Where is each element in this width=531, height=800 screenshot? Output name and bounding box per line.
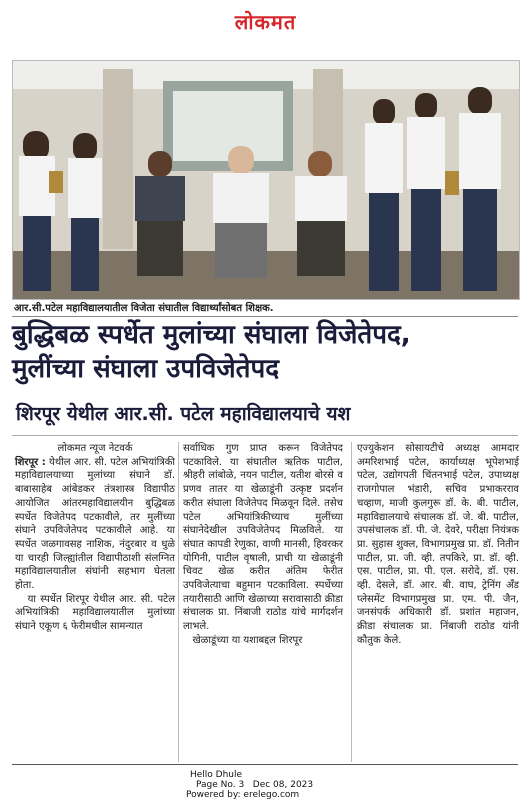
footer-powered-by: Powered by: erelego.com (186, 790, 300, 800)
footer (150, 770, 350, 800)
footer-divider (12, 764, 518, 765)
article-column-1 (15, 442, 175, 634)
footer-publication: Hello Dhule (190, 770, 243, 780)
footer-date: Dec 08, 2023 (252, 780, 314, 790)
article-paragraph: सर्वाधिक गुण प्राप्त करून विजेतेपद पटकाविले. या संघातील ऋतिक पाटील, श्रीहरी लांबोळे, नयन पाटील, यतीश बोरसे व प्रणव तातर या खेळाडूंनी उत्कृष्ट प्रदर्शन करीत संघाला विजेतेपद मिळवून दिले. तसेच पटेल अभियांत्रिकीच्याच मुलींच्या संघानेदेखील उपविजेतेपद मिळविले. या संघात कापडी रेणुका, वाणी मानसी, हिवरकर योगिनी, पाटील वृषाली, प्राची या खेळाडूंनी चिवट खेळ करीत अंतिम फेरीत उपविजेत्याचा बहुमान पटकाविला. स्पर्धेच्या तयारीसाठी आणि खेळाच्या सरावासाठी क्रीडा संचालक प्रा. निंबाजी राठोड यांचे मार्गदर्शन लाभले. (183, 443, 343, 633)
headline-line-1: बुद्धिबळ स्पर्धेत मुलांच्या संघाला विजेतेपद, (12, 320, 411, 350)
column-divider (178, 442, 179, 762)
dateline-place: शिरपूर : (15, 456, 46, 468)
article-column-3 (357, 442, 519, 648)
article-paragraph: या स्पर्धेत शिरपूर येथील आर. सी. पटेल अभियांत्रिकी महाविद्यालयातील मुलांच्या संघाने एकूण ६ फेरीमधील सामन्यात (15, 593, 175, 633)
article-column-2 (183, 442, 343, 648)
lokmat-logo: लोकमत (234, 10, 297, 34)
headline (12, 318, 522, 386)
footer-page-date (150, 780, 350, 790)
photo-illustration (13, 61, 519, 299)
article-paragraph: येथील आर. सी. पटेल अभियांत्रिकी महाविद्यालयाच्या मुलांच्या संघाने डॉ. बाबासाहेब आंबेडकर तंत्रशास्त्र विद्यापीठ आयोजित आंतरमहाविद्यालयीन बुद्धिबळ स्पर्धेत विजेतेपद पटकावीले, तर मुलींच्या संघाने उपविजेतेपद पटकावीले आहे. या स्पर्धेत जळगावसह नाशिक, नंदुरबार व धुळे या चारही जिल्ह्यांतील विद्यापीठाशी संलग्नित महाविद्यालयातील संघांनी सहभाग घेतला होता. (15, 456, 176, 592)
news-photo (12, 60, 520, 300)
divider (12, 316, 518, 317)
article-paragraph: खेळाडूंच्या या यशाबद्दल शिरपूर (192, 634, 303, 646)
footer-page: Page No. 3 (196, 780, 245, 790)
masthead (0, 8, 531, 35)
divider (12, 435, 518, 436)
photo-caption: आर.सी.पटेल महाविद्यालयातील विजेता संघातील विद्यार्थ्यांसोबत शिक्षक. (14, 303, 274, 314)
column-divider (351, 442, 352, 762)
article-paragraph: एज्युकेशन सोसायटीचे अध्यक्ष आमदार अमरिशभाई पटेल, कार्याध्यक्ष भूपेशभाई पटेल, उद्योगपती चिंतनभाई पटेल, उपाध्यक्ष राजगोपाल भंडारी, सचिव प्रभाकरराव चव्हाण, माजी कुलगुरू डॉ. के. बी. पाटील, महाविद्यालयाचे संचालक डॉ. जे. बी. पाटील, उपसंचालक डॉ. पी. जे. देवरे, परीक्षा नियंत्रक प्रा. सुहास शुक्ल, विभागप्रमुख प्रा. डॉ. नितीन पाटील, प्रा. जी. व्ही. तपकिरे, प्रा. डॉ. व्ही. एस. पाटील, प्रा. पी. एल. सरोदे, डॉ. एस. व्ही. देसले, डॉ. आर. बी. वाघ, ट्रेनिंग अँड प्लेसमेंट विभागप्रमुख प्रा. एम. पी. जैन, जनसंपर्क अधिकारी डॉ. प्रशांत महाजन, क्रीडा संचालक प्रा. निंबाजी राठोड यांनी कौतुक केले. (357, 443, 519, 646)
byline: लोकमत न्यूज नेटवर्क (57, 443, 133, 454)
headline-line-2: मुलींच्या संघाला उपविजेतेपद (12, 354, 280, 384)
subheadline: शिरपूर येथील आर.सी. पटेल महाविद्यालयाचे यश (16, 403, 351, 425)
